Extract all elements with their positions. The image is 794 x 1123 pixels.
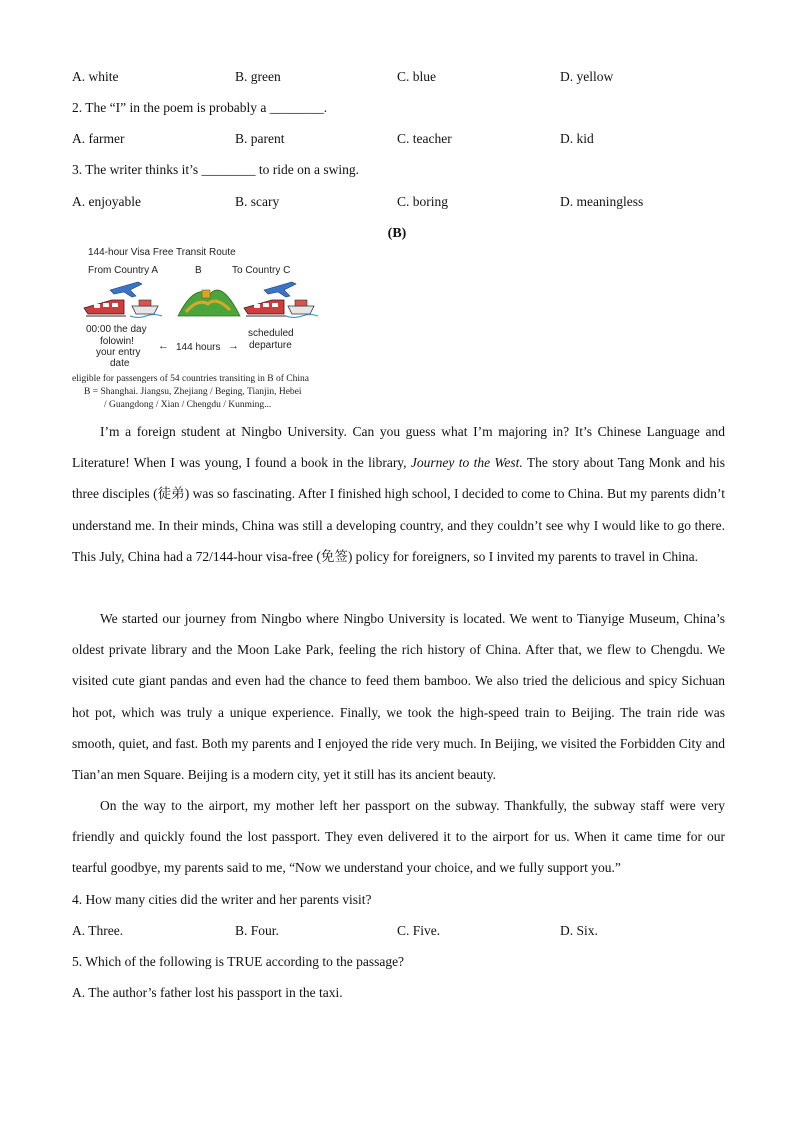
entry-note-line3: your entry	[96, 347, 141, 358]
transport-illustration	[82, 276, 322, 324]
paragraph-1-text-b: The story about Tang Monk and his three disciples (徒弟) was so fascinating. After I finished high school, I decided to come to China. But my parents didn’t understand me. In their minds, China was still a developing country, and they couldn’t see why I would like to go there. This July, China had a 72/144-hour visa-free (免签) policy for foreigners, so I invited my parents to travel in China.	[72, 455, 725, 564]
q4-options	[72, 923, 732, 943]
arrow-right-icon: →	[228, 340, 239, 352]
q4-option-c[interactable]: C. Five.	[397, 923, 441, 938]
book-title: Journey to the West.	[410, 455, 523, 471]
scheduled-line1: scheduled	[248, 328, 294, 339]
q1-option-a[interactable]: A. white	[72, 69, 119, 84]
section-heading: (B)	[387, 226, 407, 241]
scheduled-line2: departure	[249, 340, 292, 351]
paragraph-2-text: We started our journey from Ningbo where Ningbo University is located. We went to Tianyige Museum, China’s oldest private library and the Moon Lake Park, feeling the rich history of China. After that, we flew to Chengdu. We visited cute giant pandas and even had the chance to feed them bamboo. We also tried the delicious and spicy Sichuan hot pot, which was truly a unique experience. Finally, we took the high-speed train to Beijing. The train ride was smooth, quiet, and fast. Both my parents and I enjoyed the ride very much. In Beijing, we visited the Forbidden City and Tian’an men Square. Beijing is a modern city, yet it still has its ancient beauty.	[72, 611, 725, 783]
cities-line2: / Guangdong / Xian / Chengdu / Kunming...	[104, 400, 272, 410]
q3-stem: 3. The writer thinks it’s ________ to ride on a swing.	[72, 162, 359, 177]
q3-option-b[interactable]: B. scary	[235, 194, 280, 209]
q3-options	[72, 194, 732, 214]
q2-option-c[interactable]: C. teacher	[397, 131, 452, 146]
hours-label: 144 hours	[176, 342, 221, 353]
plane-icon	[264, 282, 296, 297]
plane-icon	[110, 282, 142, 297]
train-icon	[244, 300, 286, 316]
q1-option-b[interactable]: B. green	[235, 69, 281, 84]
q2-options	[72, 131, 732, 151]
q2-option-a[interactable]: A. farmer	[72, 131, 125, 146]
train-icon	[84, 300, 126, 316]
great-wall-icon	[178, 290, 240, 316]
entry-note-line4: date	[110, 358, 130, 369]
q3-option-c[interactable]: C. boring	[397, 194, 449, 209]
passage-paragraph-2	[72, 603, 725, 790]
q4-option-d[interactable]: D. Six.	[560, 923, 598, 938]
q3-option-d[interactable]: D. meaningless	[560, 194, 644, 209]
q2-option-d[interactable]: D. kid	[560, 131, 594, 146]
q4-option-a[interactable]: A. Three.	[72, 923, 124, 938]
q1-option-c[interactable]: C. blue	[397, 69, 436, 84]
q2-stem: 2. The “I” in the poem is probably a ________.	[72, 100, 328, 115]
eligibility-note: eligible for passengers of 54 countries transiting in B of China	[72, 374, 309, 384]
from-label: From Country A	[88, 265, 159, 276]
q1-option-d[interactable]: D. yellow	[560, 69, 614, 84]
arrow-left-icon: ←	[158, 340, 169, 352]
cities-line1: B = Shanghai. Jiangsu, Zhejiang / Beging, Tianjin, Hebei	[84, 387, 302, 397]
ship-icon	[286, 300, 318, 318]
visa-route-figure	[72, 244, 362, 416]
q5-option-a[interactable]: A. The author’s father lost his passport in the taxi.	[72, 985, 343, 1000]
b-label: B	[195, 265, 202, 276]
ship-icon	[130, 300, 162, 318]
paragraph-1-text-a: I’m a foreign student at Ningbo University. Can you guess what I’m majoring in? It’s Chinese Language and Literature! When I was young, I found a book in the library,	[72, 424, 725, 471]
q2-option-b[interactable]: B. parent	[235, 131, 285, 146]
q5-stem: 5. Which of the following is TRUE according to the passage?	[72, 954, 405, 969]
q4-option-b[interactable]: B. Four.	[235, 923, 279, 938]
q3-option-a[interactable]: A. enjoyable	[72, 194, 141, 209]
to-label: To Country C	[232, 265, 291, 276]
passage-paragraph-1	[72, 416, 725, 572]
figure-title: 144-hour Visa Free Transit Route	[88, 247, 236, 258]
entry-note-line1: 00:00 the day	[86, 324, 147, 335]
paragraph-3-text: On the way to the airport, my mother left her passport on the subway. Thankfully, the subway staff were very friendly and quickly found the lost passport. They even delivered it to the airport for us. When it came time for our tearful goodbye, my parents said to me, “Now we understand your choice, and we fully support you.”	[72, 798, 725, 876]
entry-note-line2: folowin!	[100, 336, 134, 347]
q1-options	[72, 69, 732, 89]
passage-paragraph-3	[72, 790, 725, 884]
q4-stem: 4. How many cities did the writer and her parents visit?	[72, 892, 372, 907]
